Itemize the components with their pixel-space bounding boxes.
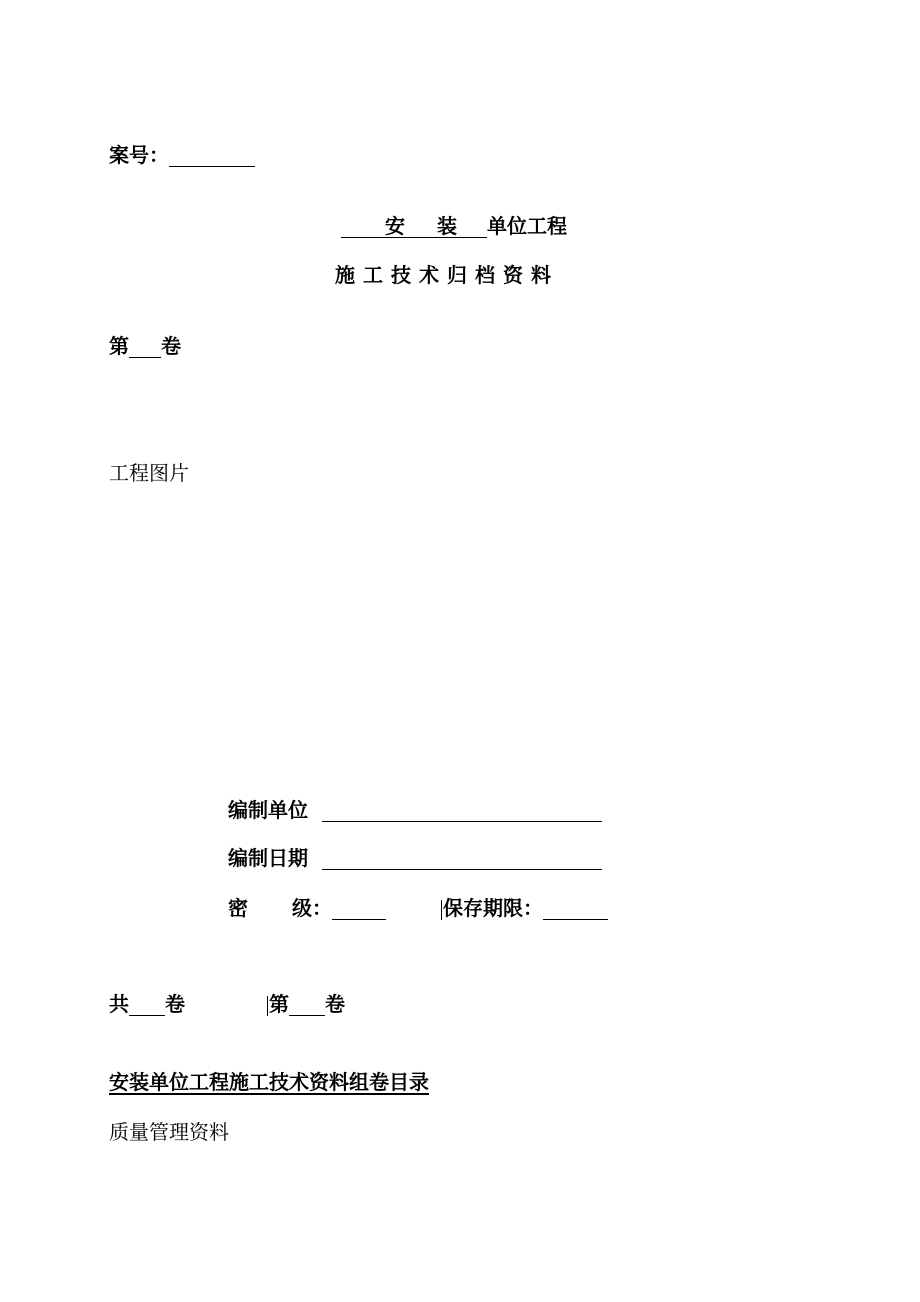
vol-suffix: 卷 [325, 992, 345, 1016]
catalog-heading: 安装单位工程施工技术资料组卷目录 [109, 1070, 429, 1094]
total-suffix: 卷 [165, 992, 185, 1016]
compile-date-row [228, 846, 602, 870]
subtitle-char-2: 技 [391, 263, 411, 287]
volume-blank [129, 337, 161, 358]
document-title [341, 214, 567, 238]
text-cursor-mark-2 [267, 996, 268, 1016]
volume-suffix: 卷 [161, 334, 181, 358]
subtitle-char-3: 术 [419, 263, 439, 287]
title-underlined-group [385, 214, 487, 238]
subtitle-char-7: 料 [531, 263, 551, 287]
total-prefix: 共 [109, 992, 129, 1016]
compile-date-field[interactable] [322, 849, 602, 870]
subtitle-char-5: 档 [475, 263, 495, 287]
subtitle-char-0: 施 [335, 263, 355, 287]
compile-date-label: 编制日期 [228, 846, 308, 870]
title-part-2: 装 [437, 214, 457, 238]
volume-row [109, 334, 181, 358]
document-subtitle [331, 263, 555, 287]
title-blank-1 [341, 217, 385, 238]
subtitle-char-6: 资 [503, 263, 523, 287]
secret-label-1: 密 [228, 896, 248, 920]
title-suffix: 单位工程 [487, 214, 567, 238]
subtitle-char-1: 工 [363, 263, 383, 287]
vol-blank [289, 995, 325, 1016]
text-cursor-mark [441, 900, 442, 920]
compile-unit-field[interactable] [322, 801, 602, 822]
vol-prefix: 第 [269, 992, 289, 1016]
retention-label: 保存期限： [443, 896, 543, 920]
volume-prefix: 第 [109, 334, 129, 358]
secret-level-field[interactable] [332, 899, 386, 920]
compile-unit-label: 编制单位 [228, 798, 308, 822]
catalog-item-quality: 质量管理资料 [109, 1120, 229, 1144]
title-part-1: 安 [385, 214, 405, 238]
secret-label-2: 级： [292, 896, 332, 920]
project-photo-label: 工程图片 [109, 461, 189, 485]
subtitle-char-4: 归 [447, 263, 467, 287]
total-blank [129, 995, 165, 1016]
case-number-blank [169, 146, 255, 167]
compile-unit-row [228, 798, 602, 822]
case-number-row [109, 143, 255, 167]
case-number-label: 案号： [109, 143, 169, 167]
totals-row [109, 992, 345, 1016]
retention-field[interactable] [543, 899, 608, 920]
security-row [228, 896, 608, 920]
